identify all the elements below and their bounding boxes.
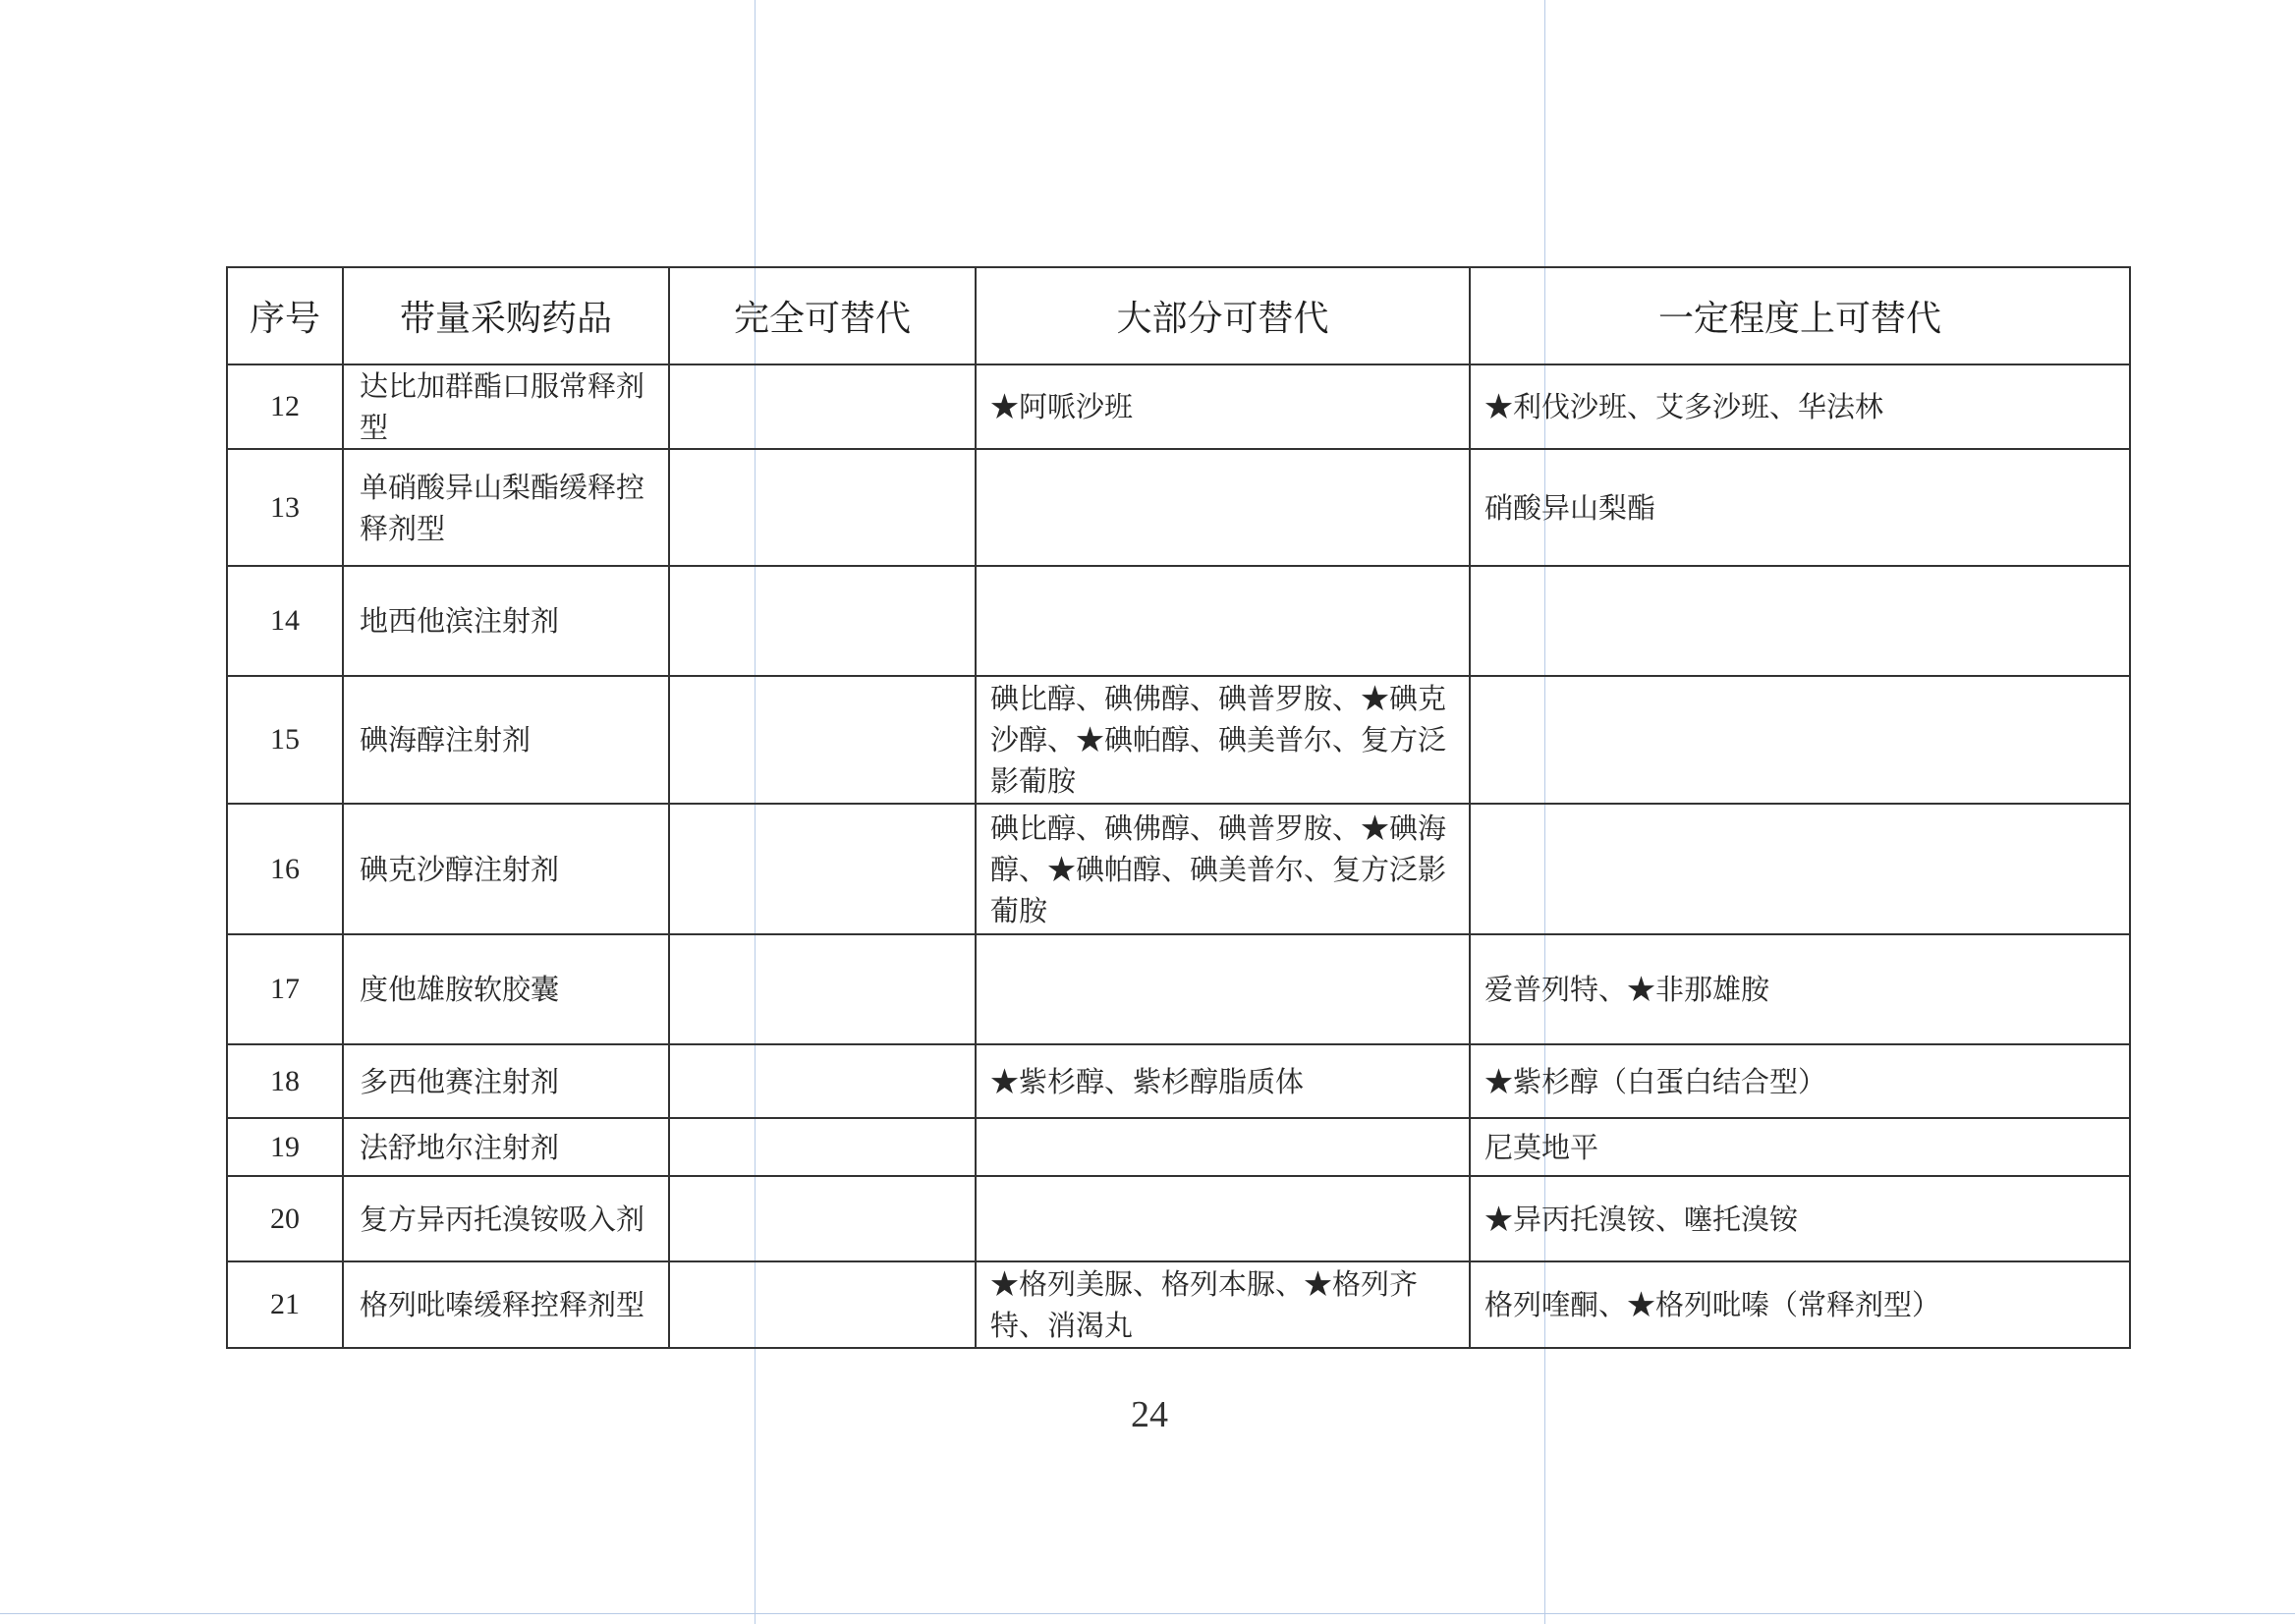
major-substitute (976, 1176, 1470, 1261)
header-major-substitute: 大部分可替代 (976, 267, 1470, 364)
procured-drug: 法舒地尔注射剂 (343, 1118, 669, 1176)
table-row (227, 449, 2130, 566)
major-substitute: 碘比醇、碘佛醇、碘普罗胺、★碘海醇、★碘帕醇、碘美普尔、复方泛影葡胺 (976, 804, 1470, 934)
partial-substitute: 尼莫地平 (1470, 1118, 2130, 1176)
partial-substitute: ★紫杉醇（白蛋白结合型） (1470, 1044, 2130, 1118)
table-row (227, 934, 2130, 1044)
header-drug: 带量采购药品 (343, 267, 669, 364)
major-substitute: ★阿哌沙班 (976, 364, 1470, 449)
row-number: 16 (227, 804, 343, 934)
procured-drug: 单硝酸异山梨酯缓释控释剂型 (343, 449, 669, 566)
procured-drug: 多西他赛注射剂 (343, 1044, 669, 1118)
full-substitute (669, 364, 976, 449)
row-number: 19 (227, 1118, 343, 1176)
page-number: 24 (1131, 1394, 1168, 1435)
header-full-substitute: 完全可替代 (669, 267, 976, 364)
full-substitute (669, 804, 976, 934)
row-number: 20 (227, 1176, 343, 1261)
major-substitute: ★紫杉醇、紫杉醇脂质体 (976, 1044, 1470, 1118)
substitution-table (226, 266, 2131, 1349)
procured-drug: 复方异丙托溴铵吸入剂 (343, 1176, 669, 1261)
row-number: 18 (227, 1044, 343, 1118)
partial-substitute: ★异丙托溴铵、噻托溴铵 (1470, 1176, 2130, 1261)
partial-substitute: ★利伐沙班、艾多沙班、华法林 (1470, 364, 2130, 449)
partial-substitute (1470, 804, 2130, 934)
procured-drug: 碘克沙醇注射剂 (343, 804, 669, 934)
major-substitute (976, 934, 1470, 1044)
header-number: 序号 (227, 267, 343, 364)
table-header-row (227, 267, 2130, 364)
full-substitute (669, 449, 976, 566)
partial-substitute: 爱普列特、★非那雄胺 (1470, 934, 2130, 1044)
major-substitute (976, 449, 1470, 566)
partial-substitute (1470, 676, 2130, 804)
table-row (227, 1261, 2130, 1348)
procured-drug: 碘海醇注射剂 (343, 676, 669, 804)
full-substitute (669, 1261, 976, 1348)
major-substitute (976, 1118, 1470, 1176)
major-substitute: 碘比醇、碘佛醇、碘普罗胺、★碘克沙醇、★碘帕醇、碘美普尔、复方泛影葡胺 (976, 676, 1470, 804)
row-number: 15 (227, 676, 343, 804)
table-row (227, 364, 2130, 449)
full-substitute (669, 1176, 976, 1261)
major-substitute (976, 566, 1470, 676)
row-number: 21 (227, 1261, 343, 1348)
major-substitute: ★格列美脲、格列本脲、★格列齐特、消渴丸 (976, 1261, 1470, 1348)
scan-guide-line (0, 1613, 2295, 1614)
full-substitute (669, 1118, 976, 1176)
row-number: 14 (227, 566, 343, 676)
full-substitute (669, 676, 976, 804)
partial-substitute (1470, 566, 2130, 676)
procured-drug: 格列吡嗪缓释控释剂型 (343, 1261, 669, 1348)
table-row (227, 566, 2130, 676)
row-number: 12 (227, 364, 343, 449)
table-row (227, 1118, 2130, 1176)
full-substitute (669, 934, 976, 1044)
partial-substitute: 硝酸异山梨酯 (1470, 449, 2130, 566)
partial-substitute: 格列喹酮、★格列吡嗪（常释剂型） (1470, 1261, 2130, 1348)
table-row (227, 804, 2130, 934)
table-row (227, 1176, 2130, 1261)
row-number: 13 (227, 449, 343, 566)
full-substitute (669, 1044, 976, 1118)
procured-drug: 度他雄胺软胶囊 (343, 934, 669, 1044)
table-row (227, 676, 2130, 804)
row-number: 17 (227, 934, 343, 1044)
header-partial-substitute: 一定程度上可替代 (1470, 267, 2130, 364)
full-substitute (669, 566, 976, 676)
table-body (227, 364, 2130, 1348)
table-row (227, 1044, 2130, 1118)
procured-drug: 达比加群酯口服常释剂型 (343, 364, 669, 449)
procured-drug: 地西他滨注射剂 (343, 566, 669, 676)
